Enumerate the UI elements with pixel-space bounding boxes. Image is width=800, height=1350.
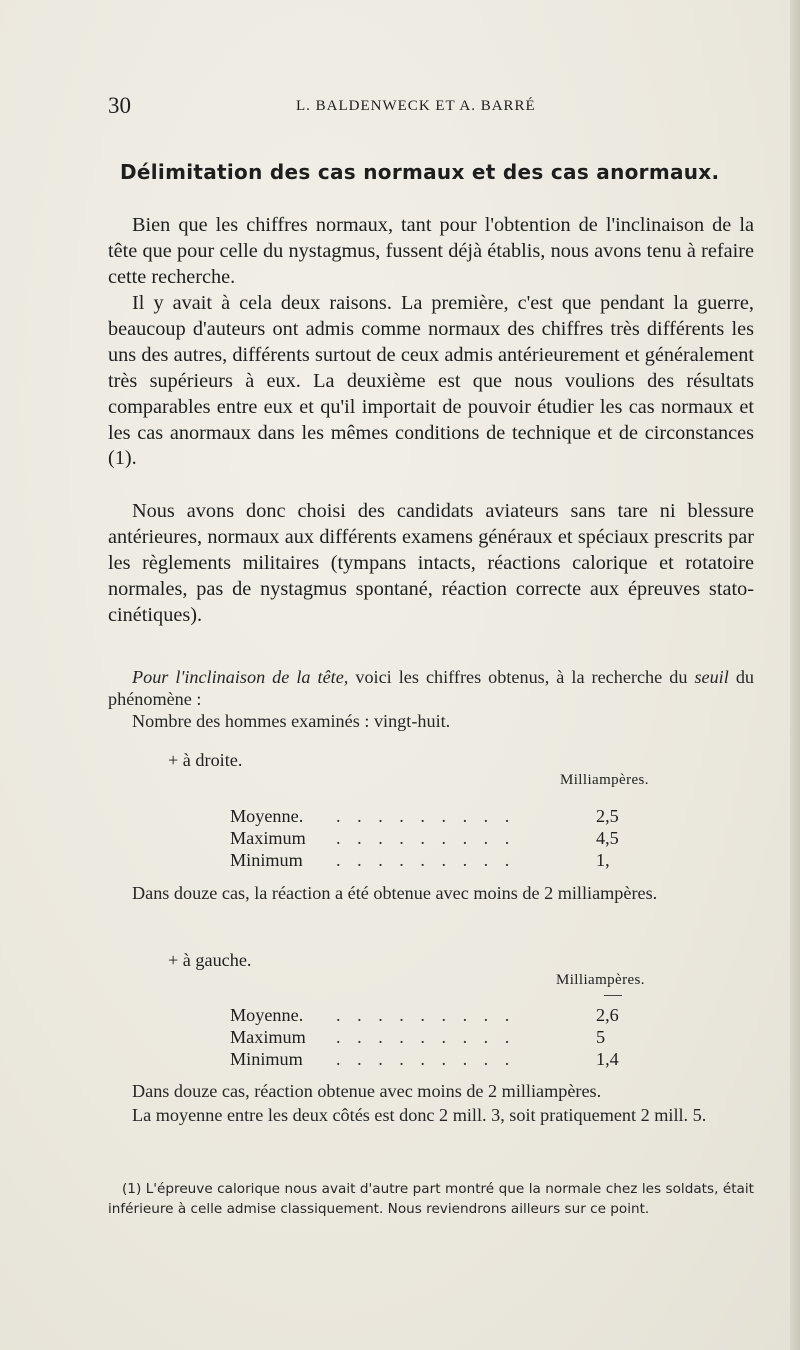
paragraph-1 bbox=[108, 213, 754, 291]
rule-dash bbox=[604, 995, 622, 996]
stat-label: Maximum bbox=[230, 828, 306, 848]
paragraph-2 bbox=[108, 291, 754, 472]
leader-dots: . . . . . . . . . bbox=[336, 806, 516, 826]
paragraph-text: Bien que les chiffres normaux, tant pour l'obtention de l'inclinaison de la tête que pour celle du nystagmus, fussent déjà établis, nous avons tenu à refaire cette recherche. bbox=[108, 214, 754, 288]
left-side-unit: Milliampères. bbox=[556, 972, 645, 988]
footnote-text: (1) L'épreuve calorique nous avait d'autre part montré que la normale chez les soldats, était inférieure à celle admise classiquement. Nous reviendrons ailleurs sur ce point. bbox=[108, 1181, 754, 1217]
intro-seuil: seuil bbox=[694, 667, 729, 687]
stat-value: 1,4 bbox=[596, 1049, 619, 1069]
paragraph-text: Il y avait à cela deux raisons. La première, c'est que pendant la guerre, beaucoup d'auteurs ont admis comme normaux des chiffres très différents les uns des autres, différents surtout de ceux admis antérieurement et généralement très supérieurs à eux. La deuxième est que nous voulions des résultats comparables entre eux et qu'il importait de pouvoir étudier les cas normaux et les cas anormaux dans les mêmes conditions de technique et de circonstances (1). bbox=[108, 292, 754, 470]
leader-dots: . . . . . . . . . bbox=[336, 828, 516, 848]
footnote bbox=[108, 1180, 754, 1219]
left-side-label: + à gauche. bbox=[168, 950, 252, 970]
right-side-note: Dans douze cas, la réaction a été obtenue avec moins de 2 milliampères. bbox=[132, 883, 658, 903]
stat-label: Minimum bbox=[230, 850, 303, 870]
leader-dots: . . . . . . . . . bbox=[336, 1027, 516, 1047]
stat-row bbox=[230, 1026, 626, 1048]
stat-label: Maximum bbox=[230, 1027, 306, 1047]
leader-dots: . . . . . . . . . bbox=[336, 1005, 516, 1025]
intro-end: du phénomène : bbox=[108, 667, 754, 710]
count-line-block bbox=[108, 710, 754, 732]
page-number: 30 bbox=[108, 93, 131, 118]
stat-label: Moyenne. bbox=[230, 1005, 304, 1025]
average-block bbox=[108, 1104, 754, 1126]
stat-value: 5 bbox=[596, 1027, 606, 1047]
left-side-note: Dans douze cas, réaction obtenue avec moins de 2 milliampères. bbox=[132, 1081, 602, 1101]
stat-row bbox=[230, 849, 626, 871]
stat-label: Moyenne. bbox=[230, 806, 304, 826]
right-side-label: + à droite. bbox=[168, 750, 243, 770]
stat-row bbox=[230, 827, 626, 849]
paragraph-text: Nous avons donc choisi des candidats aviateurs sans tare ni blessure antérieures, normaux aux différents examens généraux et spéciaux prescrits par les règlements militaires (tympans intacts, réactions calorique et rotatoire normales, pas de nystagmus spontané, réaction correcte aux épreuves stato-cinétiques). bbox=[108, 500, 754, 626]
count-line: Nombre des hommes examinés : vingt-huit. bbox=[132, 711, 451, 731]
stat-value: 1, bbox=[596, 850, 610, 870]
average-line: La moyenne entre les deux côtés est donc 2 mill. 3, soit pratiquement 2 mill. 5. bbox=[132, 1105, 707, 1125]
leader-dots: . . . . . . . . . bbox=[336, 850, 516, 870]
paragraph-3 bbox=[108, 499, 754, 629]
stat-label: Minimum bbox=[230, 1049, 303, 1069]
stat-value: 2,5 bbox=[596, 806, 619, 826]
intro-italic: Pour l'inclinaison de la tête, bbox=[132, 667, 349, 687]
page-edge bbox=[790, 0, 800, 1350]
intro-rest: voici les chiffres obtenus, à la recherche du bbox=[348, 667, 695, 687]
leader-dots: . . . . . . . . . bbox=[336, 1049, 516, 1069]
inclinaison-intro bbox=[108, 666, 754, 711]
left-side-note-block bbox=[108, 1080, 754, 1102]
section-title: Délimitation des cas normaux et des cas anormaux. bbox=[120, 160, 720, 184]
stat-value: 4,5 bbox=[596, 828, 619, 848]
right-side-unit: Milliampères. bbox=[560, 772, 649, 788]
stat-value: 2,6 bbox=[596, 1005, 619, 1025]
running-header-authors: L. BALDENWECK ET A. BARRÉ bbox=[296, 98, 536, 114]
right-side-note-block bbox=[108, 882, 754, 904]
stat-row bbox=[230, 1048, 626, 1070]
stat-row bbox=[230, 805, 626, 827]
stat-row bbox=[230, 1004, 626, 1026]
